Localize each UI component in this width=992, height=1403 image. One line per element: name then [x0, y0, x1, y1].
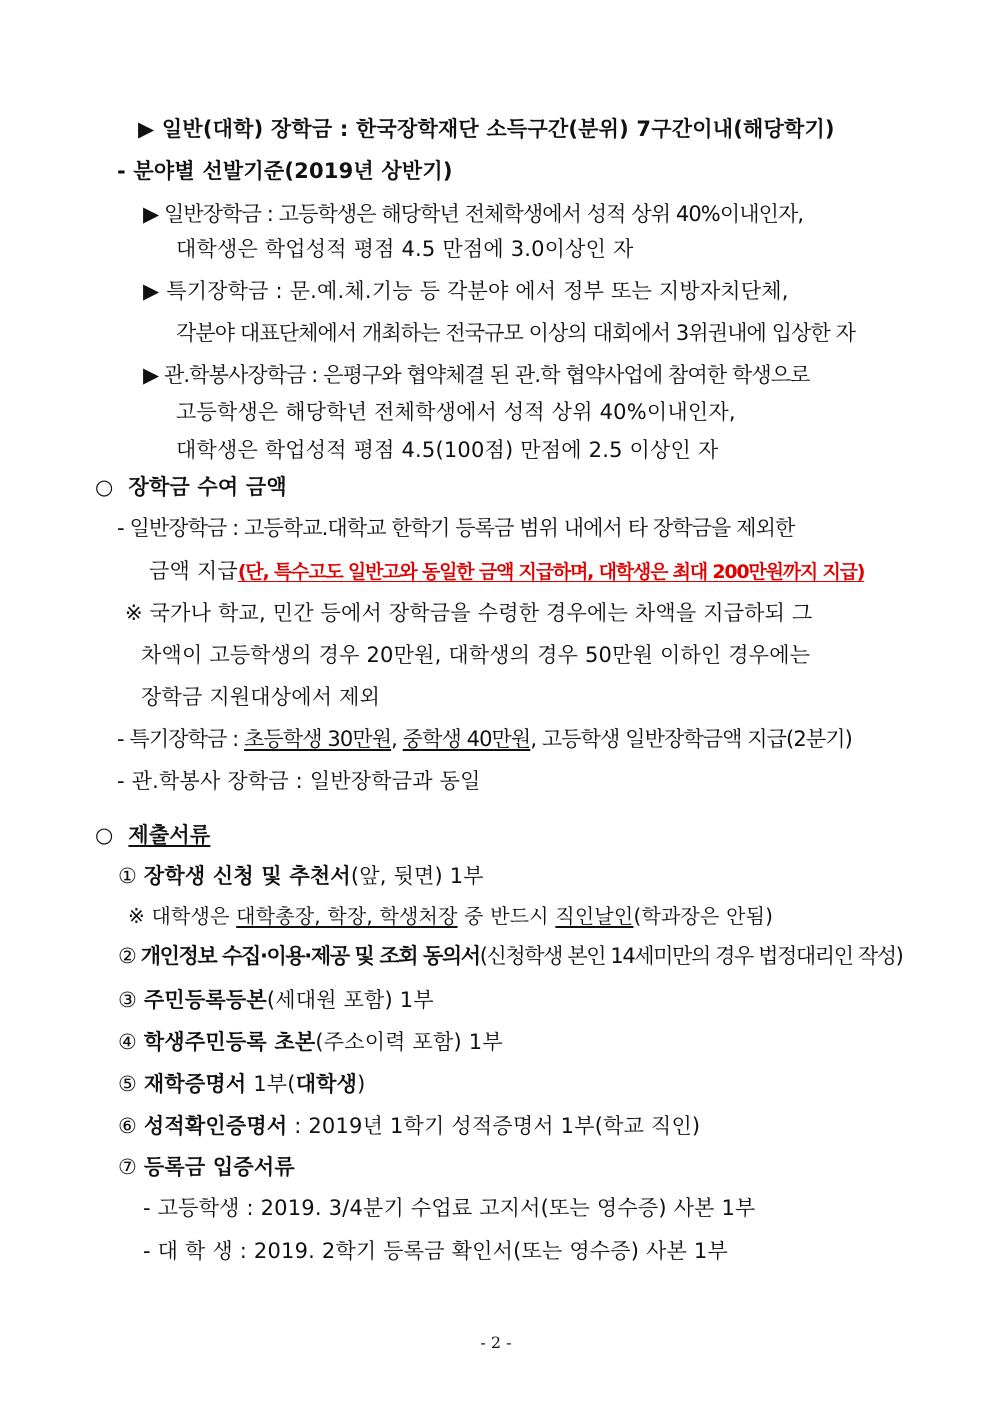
amount-section [95, 472, 287, 502]
doc-item-5-detail: 1부( [246, 1072, 296, 1096]
circle-bullet-icon: ○ [95, 475, 114, 499]
doc-item-5-end: ) [357, 1072, 366, 1096]
amount-service-line: - 관.학봉사 장학금 : 일반장학금과 동일 [117, 769, 481, 793]
doc-item-5 [118, 1069, 366, 1099]
doc-item-3-title: 주민등록등본 [143, 988, 267, 1012]
criteria-special-line1: ▶ 특기장학금 : 문.예.체.기능 등 각분야 에서 정부 또는 지방자치단체, [143, 279, 789, 303]
amount-special-sep: , [391, 727, 403, 751]
doc-item-5-target: 대학생 [295, 1072, 358, 1096]
doc-item-1-note-prefix: ※ 대학생은 [128, 904, 237, 928]
doc-item-1 [118, 861, 484, 891]
doc-item-6 [118, 1111, 700, 1141]
criteria-heading: - 분야별 선발기준(2019년 상반기) [117, 159, 453, 183]
doc-item-5-number: ⑤ [118, 1072, 138, 1096]
doc-item-7 [118, 1152, 295, 1182]
doc-item-6-detail: : 2019년 1학기 성적증명서 1부(학교 직인) [287, 1114, 701, 1138]
doc-item-4-number: ④ [118, 1030, 138, 1054]
doc-item-4 [118, 1027, 503, 1057]
amount-special-elementary: 초등학생 30만원 [244, 727, 392, 751]
doc-item-2-detail: (신청학생 본인 14세미만의 경우 법정대리인 작성) [479, 944, 903, 968]
criteria-service-line3: 대학생은 학업성적 평점 4.5(100점) 만점에 2.5 이상인 자 [176, 438, 719, 462]
doc-item-1-detail: (앞, 뒷면) 1부 [350, 864, 484, 888]
documents-heading: 제출서류 [128, 823, 211, 847]
doc-item-1-note-signers: 대학총장, 학장, 학생처장 [236, 904, 458, 928]
amount-note-line3: 장학금 지원대상에서 제외 [141, 685, 381, 709]
general-univ-scholarship-line: ▶ 일반(대학) 장학금 : 한국장학재단 소득구간(분위) 7구간이내(해당학기) [138, 117, 835, 141]
amount-general-red-note: (단, 특수고도 일반고와 동일한 금액 지급하며, 대학생은 최대 200만원까지 지급) [237, 561, 865, 583]
documents-section [95, 820, 210, 850]
doc-item-4-detail: (주소이력 포함) 1부 [315, 1030, 503, 1054]
amount-special-prefix: - 특기장학금 : [117, 727, 245, 751]
doc-item-1-note [128, 901, 773, 931]
amount-special-suffix: , 고등학생 일반장학금액 지급(2분기) [530, 727, 852, 751]
criteria-special-line2: 각분야 대표단체에서 개최하는 전국규모 이상의 대회에서 3위권내에 입상한 자 [176, 321, 856, 345]
criteria-service-line1: ▶ 관.학봉사장학금 : 은평구와 협약체결 된 관.학 협약사업에 참여한 학생으로 [143, 363, 810, 387]
doc-item-5-title: 재학증명서 [143, 1072, 247, 1096]
doc-item-7-number: ⑦ [118, 1155, 138, 1179]
page-number: - 2 - [480, 1333, 512, 1352]
doc-item-3 [118, 985, 434, 1015]
amount-note-line1: ※ 국가나 학교, 민간 등에서 장학금을 수령한 경우에는 차액을 지급하되 그 [125, 601, 813, 625]
amount-special-middle: 중학생 40만원 [402, 727, 531, 751]
doc-item-4-title: 학생주민등록 초본 [143, 1030, 316, 1054]
doc-item-2-title: 개인정보 수집·이용·제공 및 조회 동의서 [140, 944, 480, 968]
amount-heading: 장학금 수여 금액 [128, 475, 287, 499]
amount-general-prefix: 금액 지급 [149, 559, 238, 583]
doc-item-6-number: ⑥ [118, 1114, 138, 1138]
doc-item-7-sub-highschool: - 고등학생 : 2019. 3/4분기 수업료 고지서(또는 영수증) 사본 1부 [143, 1196, 756, 1220]
doc-item-1-note-seal: 직인날인 [555, 904, 634, 928]
criteria-general-line2: 대학생은 학업성적 평점 4.5 만점에 3.0이상인 자 [176, 237, 634, 261]
doc-item-1-title: 장학생 신청 및 추천서 [143, 864, 351, 888]
amount-general-line2 [149, 556, 864, 587]
doc-item-3-number: ③ [118, 988, 138, 1012]
amount-special-line [117, 724, 852, 754]
doc-item-3-detail: (세대원 포함) 1부 [266, 988, 434, 1012]
circle-bullet-icon: ○ [95, 823, 114, 847]
doc-item-6-title: 성적확인증명서 [143, 1114, 288, 1138]
doc-item-7-sub-university: - 대 학 생 : 2019. 2학기 등록금 확인서(또는 영수증) 사본 1부 [143, 1239, 728, 1263]
doc-item-1-number: ① [118, 864, 138, 888]
doc-item-2-number: ② [118, 944, 136, 968]
doc-item-7-title: 등록금 입증서류 [143, 1155, 295, 1179]
doc-item-1-note-suffix: (학과장은 안됨) [633, 904, 774, 928]
criteria-general-line1: ▶ 일반장학금 : 고등학생은 해당학년 전체학생에서 성적 상위 40%이내인자, [143, 202, 804, 226]
doc-item-1-note-mid: 중 반드시 [457, 904, 556, 928]
amount-general-line1: - 일반장학금 : 고등학교.대학교 한학기 등록금 범위 내에서 타 장학금을 제외한 [117, 516, 795, 540]
amount-note-line2: 차액이 고등학생의 경우 20만원, 대학생의 경우 50만원 이하인 경우에는 [141, 643, 811, 667]
doc-item-2 [118, 941, 902, 971]
criteria-service-line2: 고등학생은 해당학년 전체학생에서 성적 상위 40%이내인자, [176, 400, 736, 424]
